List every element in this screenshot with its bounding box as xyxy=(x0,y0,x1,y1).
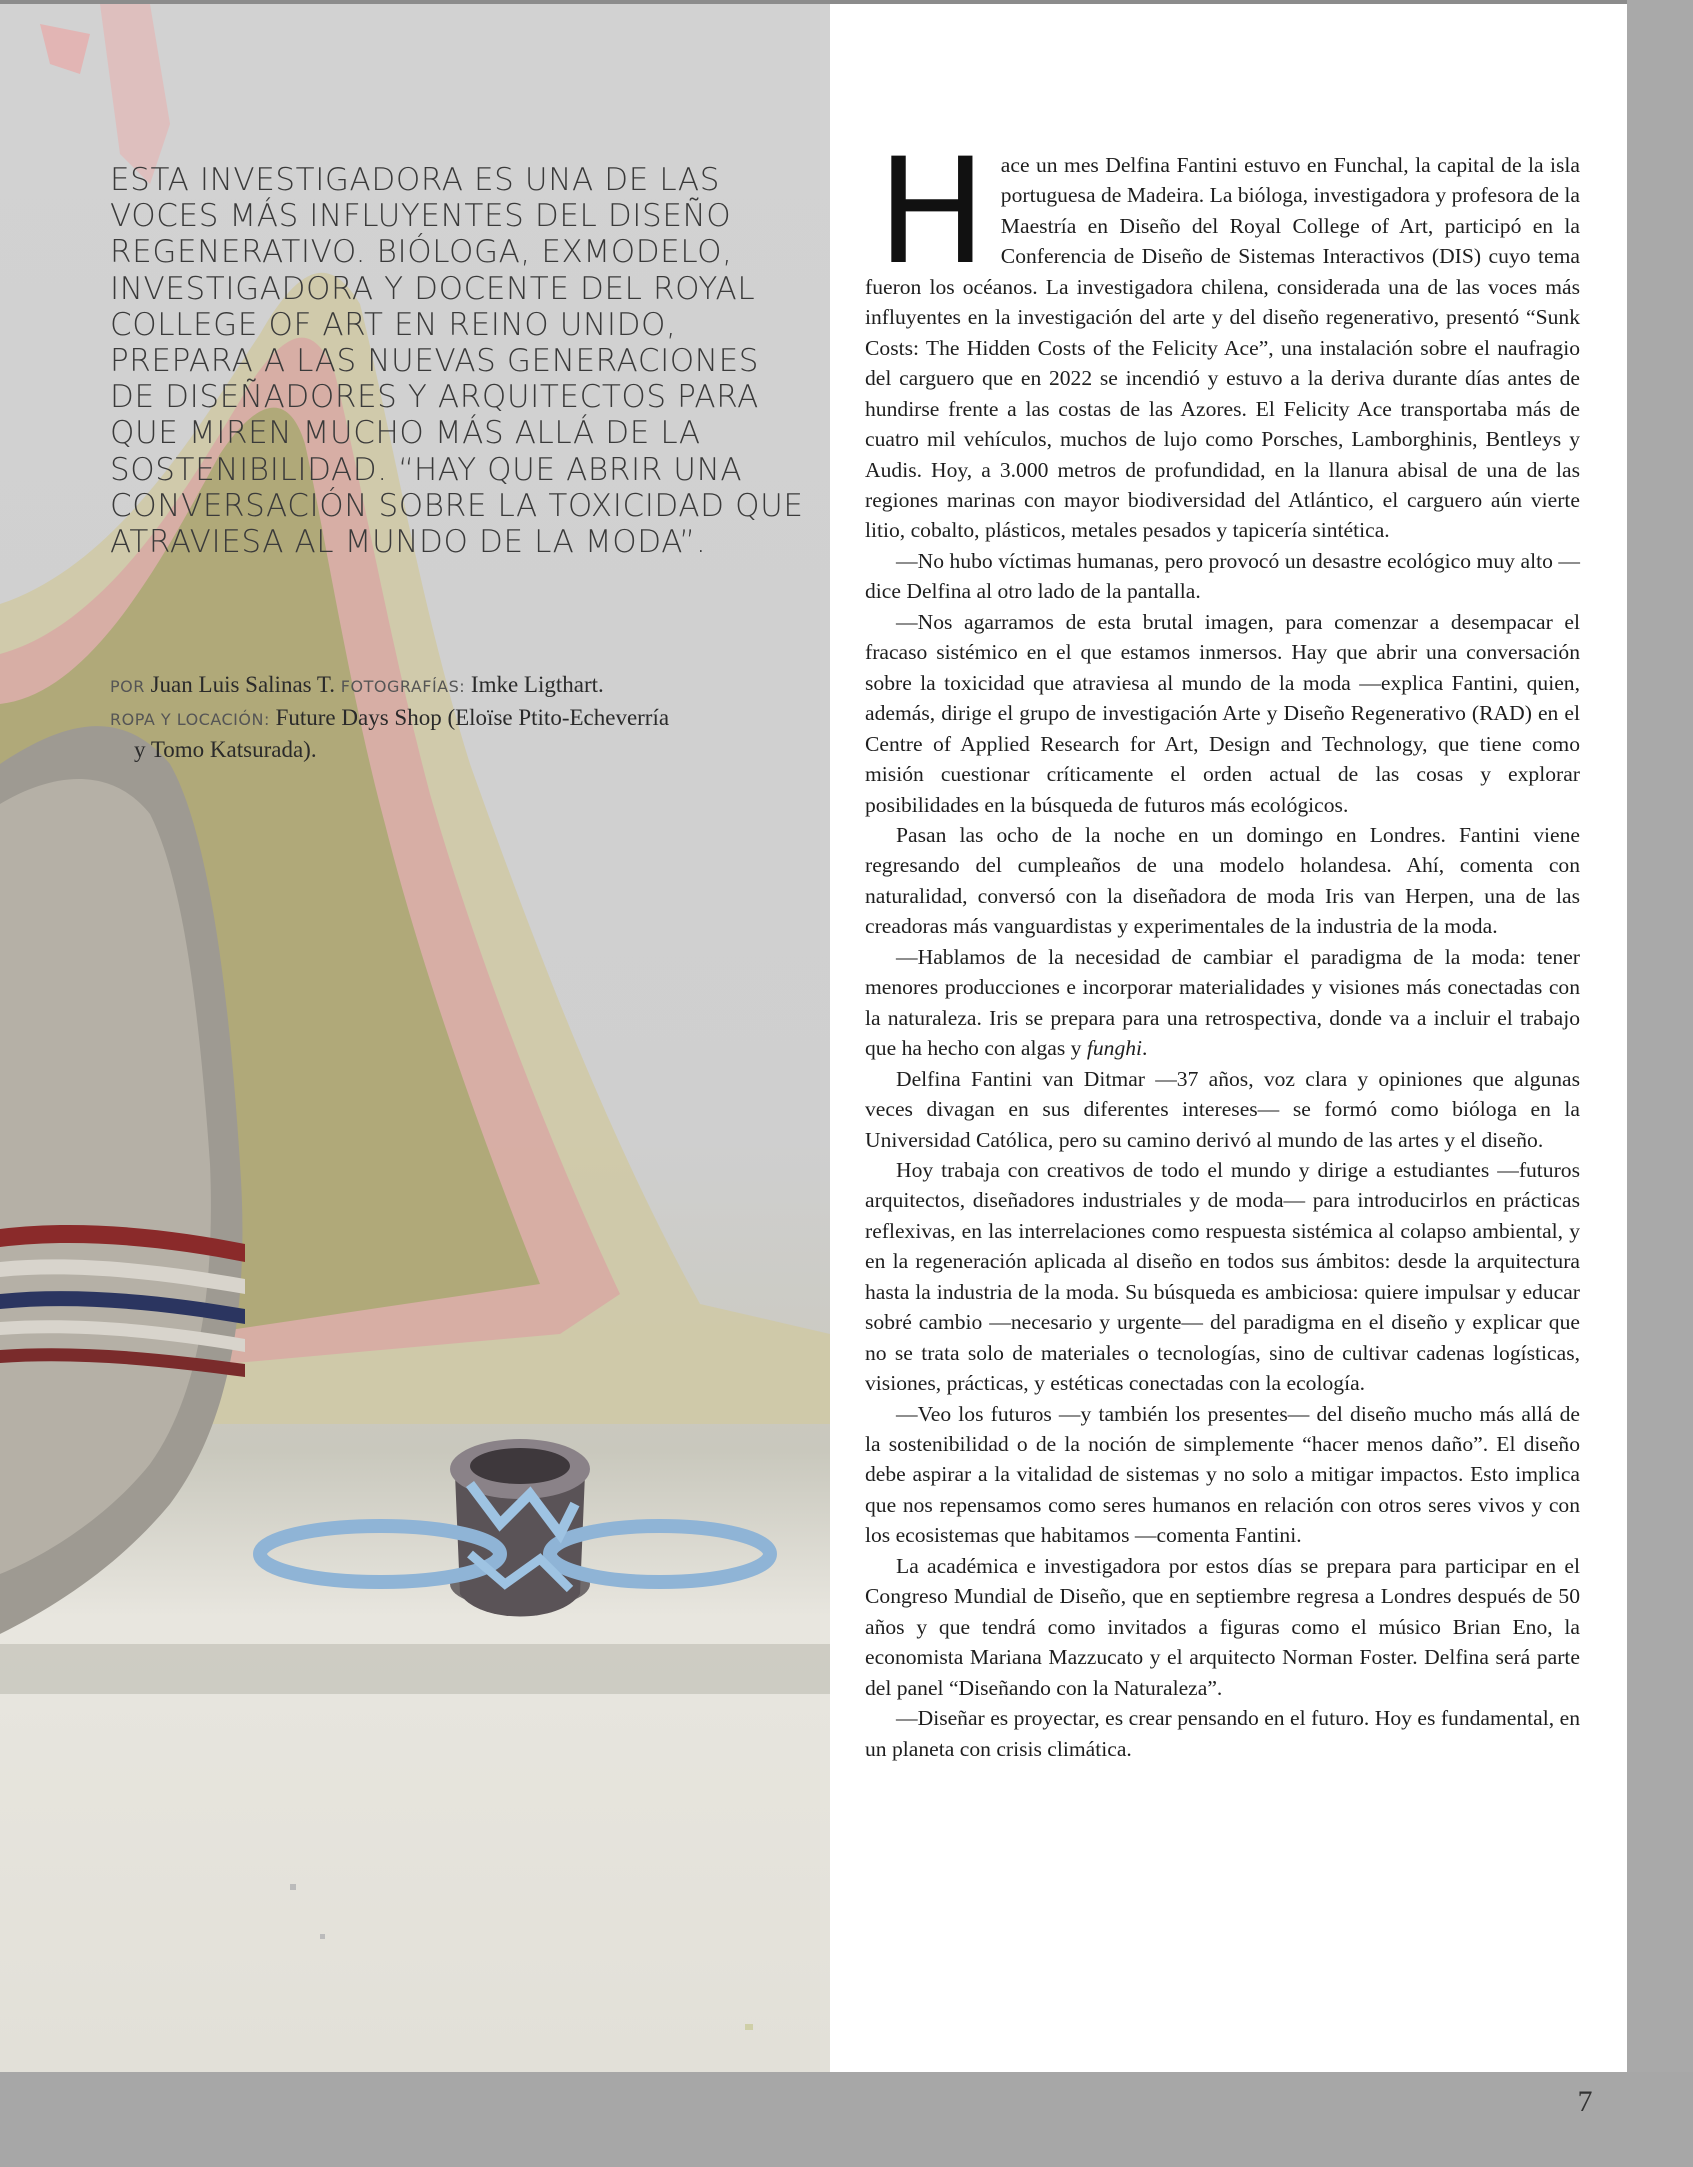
paragraph-1-text: ace un mes Delfina Fantini estuvo en Funchal, la capital de la isla portuguesa de Madeira. La bióloga, investigadora y profesora de la Maestría en Diseño del Royal College of Art, participó en la Conferencia de Diseño de Sistemas Interactivos (DIS) cuyo tema fueron los océanos. La investigadora chilena, considerada una de las voces más influyentes en la investigación del arte y del diseño regenerativo, presentó “Sunk Costs: The Hidden Costs of the Felicity Ace”, una instalación sobre el naufragio del carguero que en 2022 se incendió y estuvo a la deriva durante días antes de hundirse frente a las costas de las Azores. El Felicity Ace transportaba más de cuatro mil vehículos, muchos de lujo como Porsches, Lamborghinis, Bentleys y Audis. Hoy, a 3.000 metros de profundidad, en la llanura abisal de una de las regiones marinas con mayor biodiversidad del Atlántico, el carguero aún vierte litio, cobalto, plásticos, metales pesados y tapicería sintética. xyxy=(865,153,1580,543)
paragraph-9: La académica e investigadora por estos días se prepara para participar en el Congreso Mundial de Diseño, que en septiembre regresa a Londres después de 50 años y que tendrá como invitados a figuras como el músico Brian Eno, la economista Mariana Mazzucato y el arquitecto Norman Foster. Delfina será parte del panel “Diseñando con la Naturaleza”. xyxy=(865,1553,1580,1700)
lede-text: ESTA INVESTIGADORA ES UNA DE LAS VOCES MÁS INFLUYENTES DEL DISEÑO REGENERATIVO. BIÓLOGA, EXMODELO, INVESTIGADORA Y DOCENTE DEL ROYAL COLLEGE OF ART EN REINO UNIDO, PREPARA A LAS NUEVAS GENERACIONES DE DISEÑADORES Y ARQUITECTOS PARA QUE MIREN MUCHO MÁS ALLÁ DE LA SOSTENIBILIDAD. “HAY QUE ABRIR UNA CONVERSACIÓN SOBRE LA TOXICIDAD QUE ATRAVIESA AL MUNDO DE LA MODA”. xyxy=(110,162,804,561)
credit-por-label: POR xyxy=(110,677,145,696)
article-body xyxy=(865,127,1580,1764)
paragraph-4: Pasan las ocho de la noche en un domingo en Londres. Fantini viene regresando del cumpleaños de una modelo holandesa. Ahí, comenta con naturalidad, conversó con la diseñadora de moda Iris van Herpen, una de las creadoras más vanguardistas y experimentales de la industria de la moda. xyxy=(865,822,1580,939)
paragraph-2: —No hubo víctimas humanas, pero provocó un desastre ecológico muy alto —dice Delfina al otro lado de la pantalla. xyxy=(865,548,1580,604)
paragraph-5-italic: funghi xyxy=(1086,1036,1143,1061)
credit-ropa-line2: y Tomo Katsurada). xyxy=(134,737,317,762)
right-margin xyxy=(1627,0,1693,2072)
credit-ropa-label: ROPA Y LOCACIÓN: xyxy=(110,709,270,729)
paragraph-7: Hoy trabaja con creativos de todo el mundo y dirige a estudiantes —futuros arquitectos, diseñadores industriales y de moda— para introducirlos en prácticas reflexivas, en las interrelaciones como respuesta sistémica al colapso ambiental, y en la regeneración aplicada al diseño en todos sus ámbitos: desde la arquitectura hasta la industria de la moda. Su búsqueda es ambiciosa: quiere impulsar y educar sobré cambio —necesario y urgente— del paradigma en el diseño y explicar que no se trata solo de materiales o tecnologías, sino de cultivar cadenas logísticas, visiones, prácticas, y estéticas conectadas con la ecología. xyxy=(865,1157,1580,1396)
paragraph-5 xyxy=(865,942,1580,1064)
paragraph-5-text: —Hablamos de la necesidad de cambiar el paradigma de la moda: tener menores producciones e incorporar materialidades y visiones más conectadas con la naturaleza. Iris se prepara para una retrospectiva, donde va a incluir el trabajo que ha hecho con algas y xyxy=(865,944,1580,1061)
page-number: 7 xyxy=(1577,2085,1593,2118)
credit-ropa-line1: Future Days Shop (Eloïse Ptito-Echeverría xyxy=(275,704,670,730)
credits-line-1 xyxy=(110,670,810,703)
credits-line-3 xyxy=(110,735,810,766)
drop-cap: H xyxy=(877,127,987,297)
credit-author: Juan Luis Salinas T. xyxy=(150,672,336,697)
paragraph-1 xyxy=(865,127,1580,546)
paragraph-6: Delfina Fantini van Ditmar —37 años, voz clara y opiniones que algunas veces divagan en sus diferentes intereses— se formó como bióloga en la Universidad Católica, pero su camino derivó al mundo de las artes y el diseño. xyxy=(865,1066,1580,1152)
credit-photographer: Imke Ligthart. xyxy=(470,672,604,697)
credit-fotos-label: FOTOGRAFÍAS: xyxy=(340,677,466,696)
paragraph-3: —Nos agarramos de esta brutal imagen, para comenzar a desempacar el fracaso sistémico en el que estamos inmersos. Hay que abrir una conversación sobre la toxicidad que atraviesa al mundo de la moda —explica Fantini, quien, además, dirige el grupo de investigación Arte y Diseño Regenerativo (RAD) en el Centre of Applied Research for Art, Design and Technology, que tiene como misión cuestionar críticamente el orden actual de las cosas y explorar posibilidades en la búsqueda de futuros más ecológicos. xyxy=(865,609,1580,817)
bottom-margin xyxy=(0,2072,1693,2167)
paragraph-10: —Diseñar es proyectar, es crear pensando en el futuro. Hoy es fundamental, en un planeta con crisis climática. xyxy=(865,1706,1580,1761)
credits xyxy=(110,670,810,766)
paragraph-8: —Veo los futuros —y también los presentes— del diseño mucho más allá de la sostenibilidad o de la noción de simplemente “hacer menos daño”. El diseño debe aspirar a la vitalidad de sistemas y no solo a mitigar impactos. Esto implica que nos repensamos como seres humanos en relación con otros seres vivos y con los ecosistemas que habitamos —comenta Fantini. xyxy=(865,1401,1580,1548)
credits-line-2 xyxy=(110,703,810,736)
paragraph-5-end: . xyxy=(1142,1036,1148,1061)
